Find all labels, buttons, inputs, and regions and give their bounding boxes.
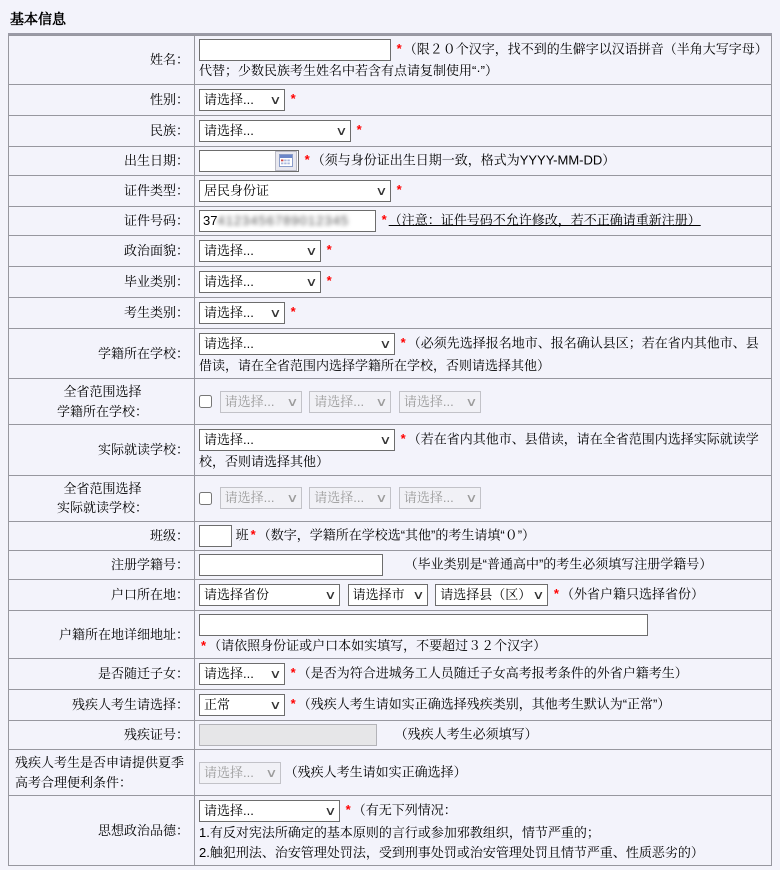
school-select[interactable] bbox=[199, 333, 395, 355]
required-asterisk: * bbox=[400, 334, 406, 350]
select-value: 请选择... bbox=[204, 122, 254, 138]
chevron-down-icon: ∨ bbox=[324, 587, 337, 602]
required-asterisk: * bbox=[400, 431, 406, 447]
select-value: 请选择... bbox=[403, 490, 454, 506]
class-suffix: 班 bbox=[235, 526, 249, 542]
row-politics bbox=[9, 235, 772, 266]
row-migrant bbox=[9, 659, 772, 690]
hukou-note: （外省户籍只选择省份） bbox=[560, 585, 704, 601]
row-class bbox=[9, 521, 772, 550]
id-number-masked: 4123456789012345 bbox=[217, 212, 350, 228]
required-asterisk: * bbox=[553, 585, 559, 601]
moral-select[interactable] bbox=[199, 800, 340, 822]
moral-note-line1: （有无下列情况： bbox=[352, 802, 457, 818]
class-note: （数字，学籍所在学校选“其他”的考生请填“０”） bbox=[257, 526, 536, 542]
chevron-down-icon: ∨ bbox=[286, 394, 299, 409]
school-county-select[interactable] bbox=[309, 391, 391, 413]
address-label: 户籍所在地详细地址： bbox=[9, 610, 195, 659]
birthdate-label: 出生日期： bbox=[9, 146, 195, 175]
actual-school-province-checkbox[interactable] bbox=[199, 492, 212, 505]
required-asterisk: * bbox=[290, 696, 296, 712]
chevron-down-icon: ∨ bbox=[379, 336, 392, 351]
select-value: 请选择... bbox=[204, 432, 254, 448]
select-value: 请选择... bbox=[204, 304, 254, 320]
row-actual-school-province bbox=[9, 475, 772, 521]
row-grad-type bbox=[9, 266, 772, 297]
row-disability bbox=[9, 690, 772, 721]
disability-label: 残疾人考生请选择： bbox=[9, 690, 195, 721]
chevron-down-icon: ∨ bbox=[379, 433, 392, 447]
select-value: 请选择... bbox=[224, 490, 275, 506]
address-input[interactable] bbox=[199, 614, 648, 636]
row-actual-school bbox=[9, 425, 772, 476]
required-asterisk: * bbox=[345, 802, 351, 818]
hukou-city-select[interactable] bbox=[348, 584, 428, 606]
id-number-field[interactable] bbox=[199, 210, 376, 232]
select-value: 请选择... bbox=[224, 393, 275, 409]
reg-no-label: 注册学籍号： bbox=[9, 550, 195, 579]
actual-school-select[interactable] bbox=[199, 429, 395, 451]
calendar-icon[interactable] bbox=[275, 151, 297, 171]
moral-note-line3: 2.触犯刑法、治安管理处罚法，受到刑事处罚或治安管理处罚且情节严重、性质恶劣的） bbox=[199, 844, 704, 860]
hukou-county-select[interactable] bbox=[435, 584, 548, 606]
reg-no-input[interactable] bbox=[199, 554, 383, 576]
required-asterisk: * bbox=[201, 637, 207, 653]
chevron-down-icon: ∨ bbox=[269, 305, 282, 320]
select-value: 请选择... bbox=[314, 490, 365, 506]
grad-type-label: 毕业类别： bbox=[9, 266, 195, 297]
actual-city-select[interactable] bbox=[220, 487, 302, 509]
chevron-down-icon: ∨ bbox=[269, 667, 282, 681]
select-value: 请选择... bbox=[204, 764, 254, 780]
migrant-label: 是否随迁子女： bbox=[9, 659, 195, 690]
moral-note-line2: 1.有反对宪法所确定的基本原则的言行或参加邪教组织，情节严重的； bbox=[199, 825, 600, 840]
row-school-province bbox=[9, 379, 772, 425]
row-birthdate bbox=[9, 146, 772, 175]
chevron-down-icon: ∨ bbox=[532, 587, 546, 602]
row-cand-type bbox=[9, 297, 772, 328]
ethnicity-label: 民族： bbox=[9, 115, 195, 146]
name-input[interactable] bbox=[199, 39, 391, 61]
politics-label: 政治面貌： bbox=[9, 235, 195, 266]
basic-info-form bbox=[8, 35, 772, 866]
address-note: （请依照身份证或户口本如实填写，不要超过３２个汉字） bbox=[208, 637, 547, 653]
chevron-down-icon: ∨ bbox=[324, 804, 337, 818]
select-value: 请选择市 bbox=[352, 586, 405, 602]
moral-label: 思想政治品德： bbox=[9, 796, 195, 866]
hukou-label: 户口所在地： bbox=[9, 579, 195, 610]
class-label: 班级： bbox=[9, 521, 195, 550]
gender-select[interactable] bbox=[199, 89, 285, 111]
chevron-down-icon: ∨ bbox=[465, 394, 478, 409]
id-number-prefix: 37 bbox=[203, 212, 218, 228]
disability-select[interactable] bbox=[199, 694, 285, 716]
school-city-select[interactable] bbox=[220, 391, 302, 413]
gender-label: 性别： bbox=[9, 84, 195, 115]
id-type-select[interactable] bbox=[199, 180, 391, 202]
chevron-down-icon: ∨ bbox=[265, 765, 278, 780]
disability-cert-input bbox=[199, 724, 377, 746]
convenience-select bbox=[199, 762, 281, 784]
school-province-checkbox[interactable] bbox=[199, 395, 212, 408]
chevron-down-icon: ∨ bbox=[305, 274, 318, 289]
required-asterisk: * bbox=[290, 90, 296, 106]
name-label: 姓名： bbox=[9, 36, 195, 85]
birthdate-note: （须与身份证出生日期一致，格式为YYYY-MM-DD） bbox=[311, 151, 616, 167]
chevron-down-icon: ∨ bbox=[269, 92, 282, 107]
select-value: 请选择... bbox=[314, 393, 365, 409]
row-hukou bbox=[9, 579, 772, 610]
id-number-label: 证件号码： bbox=[9, 206, 195, 235]
migrant-note: （是否为符合进城务工人员随迁子女高考报考条件的外省户籍考生） bbox=[297, 665, 688, 681]
required-asterisk: * bbox=[356, 121, 362, 137]
required-asterisk: * bbox=[396, 181, 402, 197]
select-value: 请选择... bbox=[403, 393, 454, 409]
actual-school-label: 实际就读学校： bbox=[9, 425, 195, 476]
select-value: 请选择省份 bbox=[204, 586, 270, 602]
actual-school-province-label: 全省范围选择 实际就读学校： bbox=[9, 475, 195, 521]
actual-county-select[interactable] bbox=[309, 487, 391, 509]
ethnicity-select[interactable] bbox=[199, 120, 351, 142]
chevron-down-icon: ∨ bbox=[305, 243, 318, 258]
row-name bbox=[9, 36, 772, 85]
chevron-down-icon: ∨ bbox=[412, 587, 425, 602]
chevron-down-icon: ∨ bbox=[375, 394, 389, 409]
row-id-type bbox=[9, 175, 772, 206]
chevron-down-icon: ∨ bbox=[286, 491, 299, 505]
required-asterisk: * bbox=[304, 151, 310, 167]
required-asterisk: * bbox=[396, 41, 402, 57]
convenience-label: 残疾人考生是否申请提供夏季高考合理便利条件： bbox=[9, 750, 195, 796]
class-input[interactable] bbox=[199, 525, 232, 547]
required-asterisk: * bbox=[381, 211, 387, 227]
select-value: 居民身份证 bbox=[204, 182, 270, 198]
disability-cert-note: （残疾人考生必须填写） bbox=[394, 726, 538, 742]
select-value: 正常 bbox=[204, 697, 231, 713]
chevron-down-icon: ∨ bbox=[269, 698, 282, 712]
disability-note: （残疾人考生请如实正确选择残疾类别，其他考生默认为“正常”） bbox=[297, 696, 671, 712]
required-asterisk: * bbox=[250, 526, 256, 542]
required-asterisk: * bbox=[326, 241, 332, 257]
school-note: （必须先选择报名地市、报名确认县区；若在省内其他市、县借读，请在全省范围内选择学籍所在学校，否则请选择其他） bbox=[199, 334, 759, 373]
actual-school-note: （若在省内其他市、县借读，请在全省范围内选择实际就读学校，否则请选择其他） bbox=[199, 431, 759, 469]
reg-no-note: （毕业类别是“普通高中”的考生必须填写注册学籍号） bbox=[404, 555, 713, 571]
select-value: 请选择... bbox=[204, 335, 254, 351]
select-value: 请选择... bbox=[204, 273, 254, 289]
required-asterisk: * bbox=[290, 665, 296, 681]
section-title: 基本信息 bbox=[8, 4, 772, 35]
select-value: 请选择... bbox=[204, 803, 254, 819]
name-note: （限２０个汉字，找不到的生僻字以汉语拼音（半角大写字母）代替；少数民族考生姓名中若含有点请复制使用“·”） bbox=[199, 41, 762, 78]
id-number-note: （注意：证件号码不允许修改，若不正确请重新注册） bbox=[388, 211, 701, 227]
birthdate-input[interactable] bbox=[199, 150, 299, 172]
select-value: 请选择... bbox=[204, 91, 254, 107]
row-disability-cert bbox=[9, 721, 772, 750]
convenience-note: （残疾人考生请如实正确选择） bbox=[284, 763, 467, 779]
school-province-label: 全省范围选择 学籍所在学校： bbox=[9, 379, 195, 425]
chevron-down-icon: ∨ bbox=[375, 183, 388, 198]
row-reg-no bbox=[9, 550, 772, 579]
select-value: 请选择... bbox=[204, 666, 254, 682]
row-moral bbox=[9, 796, 772, 866]
cand-type-select[interactable] bbox=[199, 302, 285, 324]
cand-type-label: 考生类别： bbox=[9, 297, 195, 328]
row-school bbox=[9, 328, 772, 379]
row-gender bbox=[9, 84, 772, 115]
row-address bbox=[9, 610, 772, 659]
migrant-select[interactable] bbox=[199, 663, 285, 685]
row-convenience bbox=[9, 750, 772, 796]
chevron-down-icon: ∨ bbox=[375, 491, 389, 505]
hukou-province-select[interactable] bbox=[199, 584, 340, 606]
select-value: 请选择... bbox=[204, 242, 254, 258]
id-type-label: 证件类型： bbox=[9, 175, 195, 206]
select-value: 请选择县（区） bbox=[440, 586, 532, 602]
school-name-select[interactable] bbox=[399, 391, 481, 413]
required-asterisk: * bbox=[290, 303, 296, 319]
chevron-down-icon: ∨ bbox=[335, 123, 348, 138]
actual-name-select[interactable] bbox=[399, 487, 481, 509]
required-asterisk: * bbox=[326, 272, 332, 288]
school-label: 学籍所在学校： bbox=[9, 328, 195, 379]
politics-select[interactable] bbox=[199, 240, 321, 262]
disability-cert-label: 残疾证号： bbox=[9, 721, 195, 750]
grad-type-select[interactable] bbox=[199, 271, 321, 293]
row-id-number bbox=[9, 206, 772, 235]
chevron-down-icon: ∨ bbox=[465, 491, 478, 505]
row-ethnicity bbox=[9, 115, 772, 146]
